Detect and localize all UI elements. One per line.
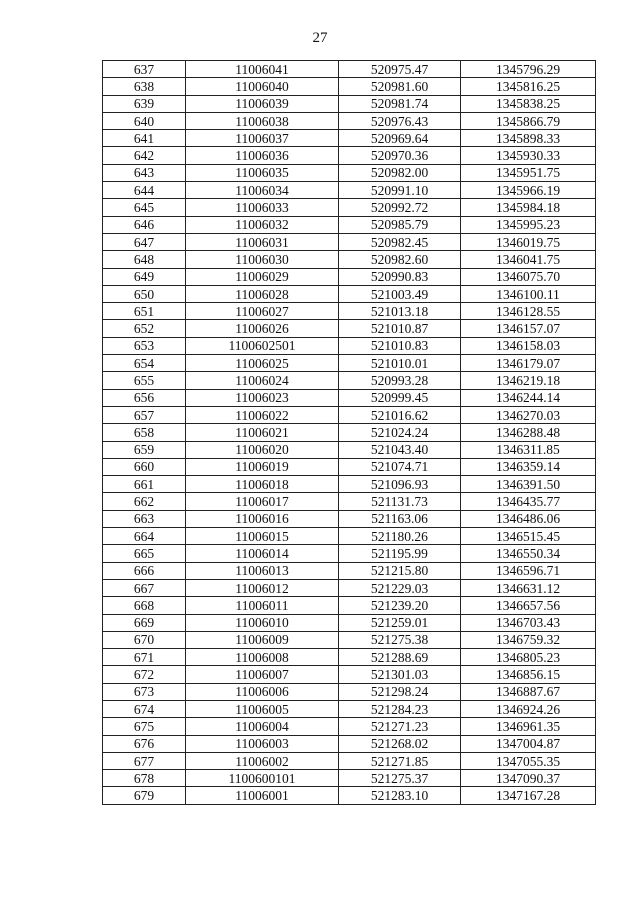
- point-id-cell: 11006005: [186, 700, 339, 717]
- point-number-cell: 677: [103, 752, 186, 769]
- x-coordinate-cell: 521301.03: [339, 666, 461, 683]
- point-number-cell: 645: [103, 199, 186, 216]
- y-coordinate-cell: 1345966.19: [461, 182, 596, 199]
- x-coordinate-cell: 521096.93: [339, 476, 461, 493]
- table-row: [103, 61, 596, 78]
- point-number-cell: 679: [103, 787, 186, 804]
- y-coordinate-cell: 1346550.34: [461, 545, 596, 562]
- x-coordinate-cell: 520992.72: [339, 199, 461, 216]
- y-coordinate-cell: 1345984.18: [461, 199, 596, 216]
- x-coordinate-cell: 521268.02: [339, 735, 461, 752]
- table-row: [103, 562, 596, 579]
- x-coordinate-cell: 520981.60: [339, 78, 461, 95]
- table-row: [103, 216, 596, 233]
- table-row: [103, 355, 596, 372]
- x-coordinate-cell: 520981.74: [339, 95, 461, 112]
- x-coordinate-cell: 521074.71: [339, 458, 461, 475]
- point-id-cell: 11006031: [186, 233, 339, 250]
- x-coordinate-cell: 520982.60: [339, 251, 461, 268]
- table-row: [103, 700, 596, 717]
- point-number-cell: 638: [103, 78, 186, 95]
- point-number-cell: 663: [103, 510, 186, 527]
- point-id-cell: 11006006: [186, 683, 339, 700]
- x-coordinate-cell: 520982.45: [339, 233, 461, 250]
- point-number-cell: 678: [103, 770, 186, 787]
- y-coordinate-cell: 1346759.32: [461, 631, 596, 648]
- x-coordinate-cell: 521283.10: [339, 787, 461, 804]
- y-coordinate-cell: 1345995.23: [461, 216, 596, 233]
- point-id-cell: 11006028: [186, 285, 339, 302]
- point-number-cell: 665: [103, 545, 186, 562]
- table-row: [103, 78, 596, 95]
- point-number-cell: 639: [103, 95, 186, 112]
- page-number: 27: [312, 30, 328, 46]
- y-coordinate-cell: 1346657.56: [461, 597, 596, 614]
- x-coordinate-cell: 520999.45: [339, 389, 461, 406]
- table-row: [103, 320, 596, 337]
- point-number-cell: 666: [103, 562, 186, 579]
- x-coordinate-cell: 521259.01: [339, 614, 461, 631]
- x-coordinate-cell: 521284.23: [339, 700, 461, 717]
- y-coordinate-cell: 1345930.33: [461, 147, 596, 164]
- point-number-cell: 656: [103, 389, 186, 406]
- x-coordinate-cell: 520969.64: [339, 130, 461, 147]
- y-coordinate-cell: 1345898.33: [461, 130, 596, 147]
- point-id-cell: 11006016: [186, 510, 339, 527]
- table-row: [103, 735, 596, 752]
- point-id-cell: 11006040: [186, 78, 339, 95]
- x-coordinate-cell: 521016.62: [339, 406, 461, 423]
- point-number-cell: 637: [103, 61, 186, 78]
- table-row: [103, 372, 596, 389]
- point-number-cell: 643: [103, 164, 186, 181]
- x-coordinate-cell: 520970.36: [339, 147, 461, 164]
- table-row: [103, 631, 596, 648]
- x-coordinate-cell: 521010.87: [339, 320, 461, 337]
- y-coordinate-cell: 1346515.45: [461, 528, 596, 545]
- point-id-cell: 11006019: [186, 458, 339, 475]
- point-number-cell: 661: [103, 476, 186, 493]
- point-number-cell: 658: [103, 424, 186, 441]
- table-row: [103, 579, 596, 596]
- x-coordinate-cell: 521003.49: [339, 285, 461, 302]
- x-coordinate-cell: 521298.24: [339, 683, 461, 700]
- point-id-cell: 11006037: [186, 130, 339, 147]
- y-coordinate-cell: 1347167.28: [461, 787, 596, 804]
- y-coordinate-cell: 1346128.55: [461, 303, 596, 320]
- table-row: [103, 182, 596, 199]
- point-id-cell: 11006020: [186, 441, 339, 458]
- table-row: [103, 649, 596, 666]
- point-number-cell: 671: [103, 649, 186, 666]
- point-number-cell: 675: [103, 718, 186, 735]
- y-coordinate-cell: 1346391.50: [461, 476, 596, 493]
- y-coordinate-cell: 1346703.43: [461, 614, 596, 631]
- y-coordinate-cell: 1346359.14: [461, 458, 596, 475]
- point-id-cell: 11006012: [186, 579, 339, 596]
- point-number-cell: 668: [103, 597, 186, 614]
- y-coordinate-cell: 1347090.37: [461, 770, 596, 787]
- table-row: [103, 406, 596, 423]
- y-coordinate-cell: 1345838.25: [461, 95, 596, 112]
- table-row: [103, 493, 596, 510]
- y-coordinate-cell: 1346219.18: [461, 372, 596, 389]
- table-row: [103, 389, 596, 406]
- y-coordinate-cell: 1346288.48: [461, 424, 596, 441]
- point-id-cell: 11006002: [186, 752, 339, 769]
- point-number-cell: 646: [103, 216, 186, 233]
- point-id-cell: 11006026: [186, 320, 339, 337]
- y-coordinate-cell: 1346486.06: [461, 510, 596, 527]
- y-coordinate-cell: 1346270.03: [461, 406, 596, 423]
- table-row: [103, 424, 596, 441]
- table-row: [103, 770, 596, 787]
- table-row: [103, 268, 596, 285]
- point-number-cell: 657: [103, 406, 186, 423]
- table-row: [103, 476, 596, 493]
- point-id-cell: 11006009: [186, 631, 339, 648]
- table-row: [103, 441, 596, 458]
- y-coordinate-cell: 1346596.71: [461, 562, 596, 579]
- point-id-cell: 11006035: [186, 164, 339, 181]
- table-row: [103, 510, 596, 527]
- y-coordinate-cell: 1346041.75: [461, 251, 596, 268]
- point-id-cell: 11006007: [186, 666, 339, 683]
- x-coordinate-cell: 521275.37: [339, 770, 461, 787]
- x-coordinate-cell: 520982.00: [339, 164, 461, 181]
- x-coordinate-cell: 521010.83: [339, 337, 461, 354]
- table-row: [103, 752, 596, 769]
- y-coordinate-cell: 1346019.75: [461, 233, 596, 250]
- point-id-cell: 11006003: [186, 735, 339, 752]
- point-id-cell: 11006004: [186, 718, 339, 735]
- coordinates-table: [102, 60, 596, 805]
- y-coordinate-cell: 1346311.85: [461, 441, 596, 458]
- table-row: [103, 545, 596, 562]
- x-coordinate-cell: 521288.69: [339, 649, 461, 666]
- x-coordinate-cell: 521010.01: [339, 355, 461, 372]
- point-number-cell: 673: [103, 683, 186, 700]
- y-coordinate-cell: 1346179.07: [461, 355, 596, 372]
- x-coordinate-cell: 521195.99: [339, 545, 461, 562]
- point-id-cell: 11006030: [186, 251, 339, 268]
- y-coordinate-cell: 1347004.87: [461, 735, 596, 752]
- point-id-cell: 11006025: [186, 355, 339, 372]
- table-row: [103, 614, 596, 631]
- point-id-cell: 11006034: [186, 182, 339, 199]
- point-number-cell: 667: [103, 579, 186, 596]
- point-id-cell: 11006011: [186, 597, 339, 614]
- point-id-cell: 1100602501: [186, 337, 339, 354]
- point-number-cell: 647: [103, 233, 186, 250]
- y-coordinate-cell: 1347055.35: [461, 752, 596, 769]
- point-id-cell: 11006033: [186, 199, 339, 216]
- point-id-cell: 11006010: [186, 614, 339, 631]
- point-number-cell: 650: [103, 285, 186, 302]
- y-coordinate-cell: 1346805.23: [461, 649, 596, 666]
- point-number-cell: 655: [103, 372, 186, 389]
- point-id-cell: 11006029: [186, 268, 339, 285]
- point-number-cell: 651: [103, 303, 186, 320]
- table-row: [103, 458, 596, 475]
- point-id-cell: 11006036: [186, 147, 339, 164]
- point-number-cell: 649: [103, 268, 186, 285]
- x-coordinate-cell: 520985.79: [339, 216, 461, 233]
- point-number-cell: 641: [103, 130, 186, 147]
- y-coordinate-cell: 1346158.03: [461, 337, 596, 354]
- table-row: [103, 528, 596, 545]
- point-number-cell: 640: [103, 112, 186, 129]
- table-body: [103, 61, 596, 805]
- point-number-cell: 642: [103, 147, 186, 164]
- point-number-cell: 660: [103, 458, 186, 475]
- point-id-cell: 11006041: [186, 61, 339, 78]
- table-row: [103, 303, 596, 320]
- x-coordinate-cell: 521271.23: [339, 718, 461, 735]
- x-coordinate-cell: 521131.73: [339, 493, 461, 510]
- table-row: [103, 147, 596, 164]
- point-number-cell: 654: [103, 355, 186, 372]
- point-id-cell: 11006013: [186, 562, 339, 579]
- table-row: [103, 285, 596, 302]
- y-coordinate-cell: 1346244.14: [461, 389, 596, 406]
- table-row: [103, 199, 596, 216]
- table-row: [103, 112, 596, 129]
- point-number-cell: 653: [103, 337, 186, 354]
- y-coordinate-cell: 1346435.77: [461, 493, 596, 510]
- x-coordinate-cell: 520990.83: [339, 268, 461, 285]
- x-coordinate-cell: 521215.80: [339, 562, 461, 579]
- point-id-cell: 11006039: [186, 95, 339, 112]
- y-coordinate-cell: 1345796.29: [461, 61, 596, 78]
- point-number-cell: 676: [103, 735, 186, 752]
- point-number-cell: 669: [103, 614, 186, 631]
- y-coordinate-cell: 1346961.35: [461, 718, 596, 735]
- point-number-cell: 662: [103, 493, 186, 510]
- point-id-cell: 11006008: [186, 649, 339, 666]
- point-number-cell: 672: [103, 666, 186, 683]
- x-coordinate-cell: 520991.10: [339, 182, 461, 199]
- x-coordinate-cell: 520975.47: [339, 61, 461, 78]
- point-number-cell: 664: [103, 528, 186, 545]
- table-row: [103, 251, 596, 268]
- table-row: [103, 718, 596, 735]
- point-id-cell: 11006018: [186, 476, 339, 493]
- point-id-cell: 1100600101: [186, 770, 339, 787]
- point-id-cell: 11006022: [186, 406, 339, 423]
- point-number-cell: 644: [103, 182, 186, 199]
- point-id-cell: 11006017: [186, 493, 339, 510]
- y-coordinate-cell: 1346856.15: [461, 666, 596, 683]
- x-coordinate-cell: 520976.43: [339, 112, 461, 129]
- table-row: [103, 164, 596, 181]
- table-row: [103, 233, 596, 250]
- y-coordinate-cell: 1346887.67: [461, 683, 596, 700]
- y-coordinate-cell: 1345951.75: [461, 164, 596, 181]
- x-coordinate-cell: 521239.20: [339, 597, 461, 614]
- y-coordinate-cell: 1345866.79: [461, 112, 596, 129]
- point-id-cell: 11006014: [186, 545, 339, 562]
- point-number-cell: 670: [103, 631, 186, 648]
- y-coordinate-cell: 1346075.70: [461, 268, 596, 285]
- point-id-cell: 11006024: [186, 372, 339, 389]
- point-id-cell: 11006032: [186, 216, 339, 233]
- x-coordinate-cell: 521013.18: [339, 303, 461, 320]
- x-coordinate-cell: 521229.03: [339, 579, 461, 596]
- x-coordinate-cell: 521180.26: [339, 528, 461, 545]
- table-row: [103, 95, 596, 112]
- point-id-cell: 11006027: [186, 303, 339, 320]
- table-row: [103, 787, 596, 804]
- table-row: [103, 130, 596, 147]
- y-coordinate-cell: 1345816.25: [461, 78, 596, 95]
- table-row: [103, 337, 596, 354]
- table-row: [103, 666, 596, 683]
- x-coordinate-cell: 521043.40: [339, 441, 461, 458]
- point-id-cell: 11006015: [186, 528, 339, 545]
- table-row: [103, 597, 596, 614]
- point-number-cell: 648: [103, 251, 186, 268]
- point-id-cell: 11006038: [186, 112, 339, 129]
- x-coordinate-cell: 521275.38: [339, 631, 461, 648]
- y-coordinate-cell: 1346157.07: [461, 320, 596, 337]
- x-coordinate-cell: 521271.85: [339, 752, 461, 769]
- point-number-cell: 674: [103, 700, 186, 717]
- point-number-cell: 652: [103, 320, 186, 337]
- point-id-cell: 11006001: [186, 787, 339, 804]
- x-coordinate-cell: 521024.24: [339, 424, 461, 441]
- y-coordinate-cell: 1346100.11: [461, 285, 596, 302]
- point-id-cell: 11006023: [186, 389, 339, 406]
- x-coordinate-cell: 521163.06: [339, 510, 461, 527]
- point-id-cell: 11006021: [186, 424, 339, 441]
- y-coordinate-cell: 1346631.12: [461, 579, 596, 596]
- y-coordinate-cell: 1346924.26: [461, 700, 596, 717]
- point-number-cell: 659: [103, 441, 186, 458]
- table-row: [103, 683, 596, 700]
- x-coordinate-cell: 520993.28: [339, 372, 461, 389]
